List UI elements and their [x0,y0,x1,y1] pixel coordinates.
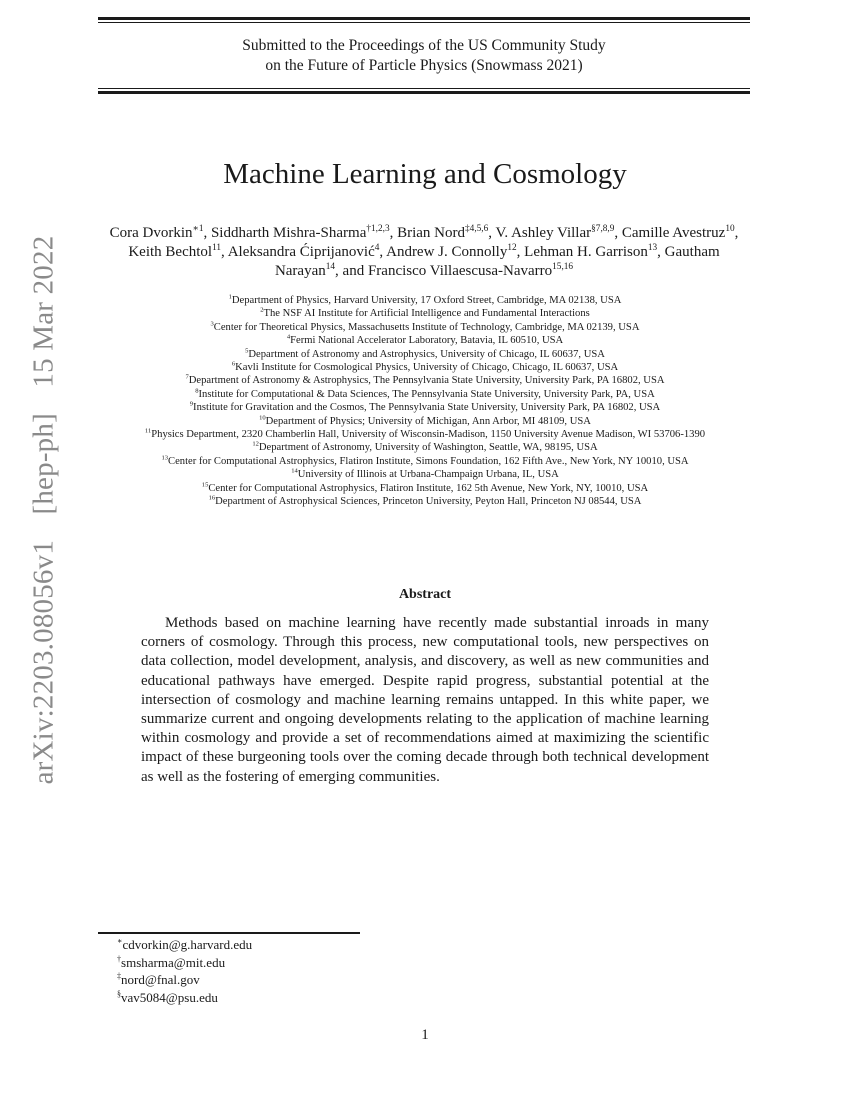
author: Aleksandra Ćiprijanović$^4$ [227,243,380,260]
header-top-rule [98,17,750,23]
footnote-list [117,936,252,1006]
author: Camille Avestruz$^{10}$ [621,224,735,241]
affiliation: $^9$Institute for Gravitation and the Cosmos, The Pennsylvania State University, University Park, PA 16802, USA [189,400,661,414]
arxiv-sidebar-stamp [28,227,61,794]
paper-title: Machine Learning and Cosmology [223,158,627,190]
author: Andrew J. Connolly$^{12}$ [386,243,517,260]
affiliation: $^5$Department of Astronomy and Astrophysics, University of Chicago, IL 60637, USA [245,347,605,360]
affiliation: $^{16}$Department of Astrophysical Sciences, Princeton University, Peyton Hall, Princeton NJ 08544, USA [208,494,642,508]
footnote-email: †smsharma@mit.edu [117,954,226,970]
author-list: Cora Dvorkin$^{∗1}$, Siddharth Mishra-Sharma$^{\dagger 1,2,3}$, Brian Nord$^{\ddagger 4,5,6}$, V. Ashley Villar$^{\S 7,8,9}$, Camille Avestruz$^{10}$, Keith Bechtol$^{11}$, Aleksandra Ćiprijanović$^4$, Andrew J. Connolly$^{12}$, Lehman H. Garrison$^{13}$, Gautham Narayan$^{14}$, and Francisco Villaescusa-Navarro$^{15,16}$ [109,224,739,279]
affiliation: $^2$The NSF AI Institute for Artificial Intelligence and Fundamental Interactions [260,306,590,320]
venue-header [98,36,750,76]
footnote-email: ∗cdvorkin@g.harvard.edu [117,936,253,952]
affiliation: $^{10}$Department of Physics; University of Michigan, Ann Arbor, MI 48109, USA [259,414,591,427]
author: Gautham Narayan$^{14}$ [274,244,720,279]
affiliation: $^4$Fermi National Accelerator Laboratory, Batavia, IL 60510, USA [286,333,564,347]
arxiv-category: [hep-ph] [27,413,60,515]
author: Cora Dvorkin$^{∗1}$ [109,224,204,241]
abstract-body: Methods based on machine learning have recently made substantial inroads in many corners of cosmology. Through this process, new computational tools, new perspectives on data collection, model development, analysis, and discovery, as well as new communities and educational pathways have emerged. Despite rapid progress, substantial potential at the intersection of cosmology and machine learning remains untapped. In this white paper, we summarize current and ongoing developments relating to the application of machine learning within cosmology and provide a set of recommendations aimed at maximizing the scientific impact of these burgeoning tools over the coming decade through both technical development as well as the fostering of emerging communities. [141,615,709,785]
venue-line-2: on the Future of Particle Physics (Snowmass 2021) [265,57,583,74]
footnote-email: ‡nord@fnal.gov [117,971,200,987]
arxiv-date: 15 Mar 2022 [27,235,60,388]
page-number: 1 [421,1027,429,1043]
affiliation: $^8$Institute for Computational & Data Sciences, The Pennsylvania State University, University Park, PA, USA [195,387,655,400]
affiliation: $^1$Department of Physics, Harvard University, 17 Oxford Street, Cambridge, MA 02138, USA [228,293,622,306]
header-bottom-rule [98,88,750,94]
affiliation: $^3$Center for Theoretical Physics, Massachusetts Institute of Technology, Cambridge, MA 02139, USA [210,320,640,333]
affiliation: $^{14}$University of Illinois at Urbana-Champaign Urbana, IL, USA [291,467,559,481]
footnote-email: §vav5084@psu.edu [117,989,218,1005]
affiliation: $^{11}$Physics Department, 2320 Chamberlin Hall, University of Wisconsin-Madison, 1150 University Avenue Madison, WI 53706-1390 [144,427,706,441]
abstract-heading: Abstract [398,587,452,602]
author: Francisco Villaescusa-Navarro$^{15,16}$ [367,262,574,279]
author: Brian Nord$^{\ddagger 4,5,6}$ [397,224,489,241]
affiliation: $^{13}$Center for Computational Astrophysics, Flatiron Institute, Simons Foundation, 162 Fifth Ave., New York, NY 10010, USA [161,454,689,467]
affiliation: $^{15}$Center for Computational Astrophysics, Flatiron Institute, 162 5th Avenue, New York, NY, 10010, USA [201,481,649,494]
venue-line-1: Submitted to the Proceedings of the US Community Study [242,37,606,54]
author: Keith Bechtol$^{11}$ [128,243,222,260]
affiliation: $^{12}$Department of Astronomy, University of Washington, Seattle, WA, 98195, USA [252,440,598,454]
affiliation-list [60,294,790,509]
arxiv-id: arXiv:2203.08056v1 [27,539,60,785]
author: V. Ashley Villar$^{\S 7,8,9}$ [495,224,615,241]
author: Lehman H. Garrison$^{13}$ [524,243,658,260]
affiliation: $^6$Kavli Institute for Cosmological Physics, University of Chicago, Chicago, IL 60637, USA [231,360,619,374]
footnote-rule [98,932,360,934]
author: Siddharth Mishra-Sharma$^{\dagger 1,2,3}$ [210,224,390,241]
affiliation: $^7$Department of Astronomy & Astrophysics, The Pennsylvania State University, University Park, PA 16802, USA [185,373,665,387]
